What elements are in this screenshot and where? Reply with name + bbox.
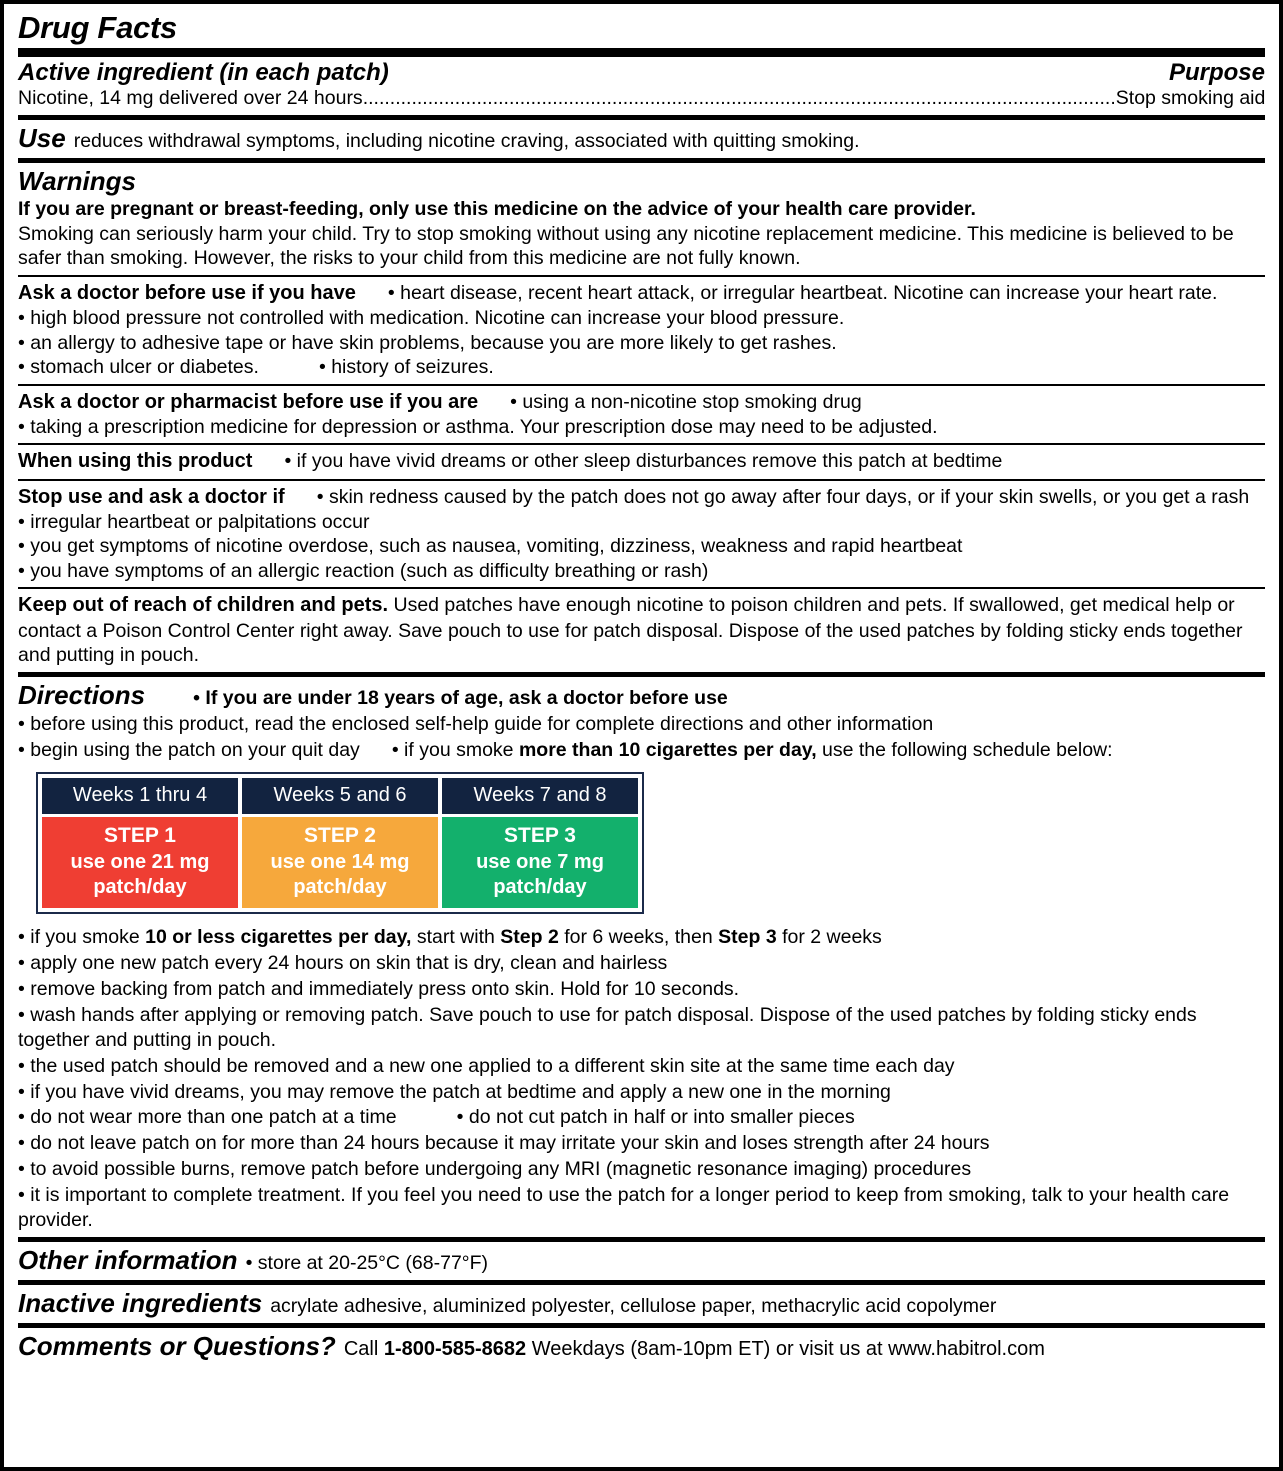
directions-begin-b-pre: • if you smoke — [391, 738, 519, 761]
divider-med-5 — [18, 1280, 1265, 1285]
directions-begin-line — [18, 738, 1265, 763]
ask-doctor-heading: Ask a doctor before use if you have — [18, 281, 356, 304]
ten-or-less-g: for 2 weeks — [776, 925, 882, 948]
schedule-dose: use one 14 mg patch/day — [270, 850, 410, 898]
schedule-column — [42, 778, 238, 908]
schedule-step-label: STEP 1 — [104, 823, 176, 847]
active-ingredient-name: Nicotine, 14 mg delivered over 24 hours — [18, 86, 363, 109]
directions-two-col-right: • do not cut patch in half or into smaller pieces — [456, 1106, 855, 1129]
directions-begin-a: • begin using the patch on your quit day — [18, 738, 360, 761]
ten-or-less-f: Step 3 — [718, 925, 777, 948]
ask-doctor-item: • high blood pressure not controlled with medication. Nicotine can increase your blood pressure. — [18, 306, 845, 329]
divider-thick — [18, 48, 1265, 57]
schedule-step-cell — [242, 817, 438, 908]
schedule-weeks: Weeks 1 thru 4 — [42, 778, 238, 814]
directions-item: • apply one new patch every 24 hours on skin that is dry, clean and hairless — [18, 951, 668, 974]
directions-item: • do not leave patch on for more than 24 hours because it may irritate your skin and loses strength after 24 hours — [18, 1132, 990, 1155]
page-title: Drug Facts — [18, 10, 177, 45]
divider-thin-3 — [18, 443, 1265, 445]
schedule-weeks: Weeks 7 and 8 — [442, 778, 638, 814]
stop-use-heading: Stop use and ask a doctor if — [18, 485, 285, 508]
other-information-text: • store at 20-25°C (68-77°F) — [245, 1252, 488, 1275]
inactive-ingredients-text: acrylate adhesive, aluminized polyester, cellulose paper, methacrylic acid copolymer — [270, 1295, 997, 1318]
comments-section — [18, 1332, 1265, 1362]
active-ingredient-line — [18, 86, 1265, 111]
comments-text — [344, 1337, 1045, 1361]
ask-pharmacist-item: • taking a prescription medicine for depression or asthma. Your prescription dose may need to be adjusted. — [18, 415, 938, 438]
directions-pre-list — [18, 712, 1265, 763]
comments-heading: Comments or Questions? — [18, 1331, 336, 1362]
ask-pharmacist-heading: Ask a doctor or pharmacist before use if you are — [18, 390, 479, 413]
directions-item: • wash hands after applying or removing patch. Save pouch to use for patch disposal. Dispose of the used patches by folding sticky ends together and putting in pouch. — [18, 1003, 1197, 1051]
dosing-schedule-table — [36, 772, 644, 914]
divider-med-1 — [18, 115, 1265, 120]
ten-or-less-e: for 6 weeks, then — [558, 925, 719, 948]
ten-or-less-d: Step 2 — [500, 925, 559, 948]
ask-pharmacist-first: • using a non-nicotine stop smoking drug — [510, 390, 862, 413]
keep-out-heading: Keep out of reach of children and pets. — [18, 594, 389, 617]
divider-med-3 — [18, 672, 1265, 677]
inactive-ingredients-section — [18, 1289, 1265, 1319]
keep-out-block — [18, 593, 1265, 667]
directions-two-col — [18, 1105, 1265, 1130]
schedule-column — [442, 778, 638, 908]
active-ingredient-header-row — [18, 60, 1265, 86]
directions-item: • it is important to complete treatment. If you feel you need to use the patch for a longer period to keep from smoking, talk to your health care provider. — [18, 1184, 1230, 1232]
warning-pregnancy-bold: If you are pregnant or breast-feeding, only use this medicine on the advice of your health care provider. — [18, 198, 976, 221]
directions-item: • remove backing from patch and immediately press onto skin. Hold for 10 seconds. — [18, 977, 740, 1000]
hours-text: Weekdays (8am-10pm ET) or visit us at — [531, 1338, 883, 1361]
directions-begin-b-bold: more than 10 cigarettes per day, — [518, 738, 817, 761]
directions-ten-or-less — [18, 925, 1265, 950]
directions-item: • to avoid possible burns, remove patch before undergoing any MRI (magnetic resonance imaging) procedures — [18, 1158, 972, 1181]
use-heading: Use — [18, 123, 66, 154]
directions-begin-b-post: use the following schedule below: — [816, 738, 1113, 761]
schedule-step-cell — [442, 817, 638, 908]
directions-header-row — [18, 681, 1265, 711]
stop-use-block — [18, 485, 1265, 584]
directions-under18: • If you are under 18 years of age, ask a doctor before use — [193, 686, 728, 709]
schedule-step-label: STEP 2 — [304, 823, 376, 847]
use-section — [18, 124, 1265, 154]
phone-number[interactable]: 1-800-585-8682 — [383, 1338, 527, 1361]
schedule-weeks: Weeks 5 and 6 — [242, 778, 438, 814]
stop-use-first: • skin redness caused by the patch does not go away after four days, or if your skin swells, or you get a rash — [316, 485, 1250, 508]
other-information-heading: Other information — [18, 1245, 238, 1276]
directions-item: • before using this product, read the enclosed self-help guide for complete directions and other information — [18, 712, 934, 735]
when-using-block — [18, 449, 1265, 474]
directions-item: • the used patch should be removed and a new one applied to a different skin site at the same time each day — [18, 1054, 955, 1077]
ask-doctor-item: • an allergy to adhesive tape or have skin problems, because you are more likely to get rashes. — [18, 331, 837, 354]
ask-doctor-block — [18, 281, 1265, 380]
divider-thin-2 — [18, 384, 1265, 386]
inactive-ingredients-heading: Inactive ingredients — [18, 1288, 263, 1319]
divider-med-2 — [18, 158, 1265, 163]
divider-thin-5 — [18, 587, 1265, 589]
stop-use-item: • irregular heartbeat or palpitations occur — [18, 510, 370, 533]
ten-or-less-b: 10 or less cigarettes per day, — [145, 925, 412, 948]
schedule-step-label: STEP 3 — [504, 823, 576, 847]
other-information-section — [18, 1246, 1265, 1276]
stop-use-item: • you get symptoms of nicotine overdose, such as nausea, vomiting, dizziness, weakness and rapid heartbeat — [18, 535, 963, 558]
purpose-heading: Purpose — [1168, 58, 1265, 86]
when-using-first: • if you have vivid dreams or other sleep disturbances remove this patch at bedtime — [284, 450, 1003, 473]
keep-out-text: Used patches have enough nicotine to poison children and pets. If swallowed, get medical help or contact a Poison Control Center right away. Save pouch to use for patch disposal. Dispose of the used patches by folding sticky ends together and putting in pouch. — [18, 594, 1243, 667]
purpose-value: Stop smoking aid — [1115, 86, 1265, 109]
schedule-dose: use one 7 mg patch/day — [476, 850, 604, 898]
ten-or-less-c: start with — [411, 925, 501, 948]
schedule-column — [242, 778, 438, 908]
active-ingredient-heading: Active ingredient (in each patch) — [18, 58, 389, 86]
when-using-heading: When using this product — [18, 450, 253, 473]
divider-med-6 — [18, 1323, 1265, 1328]
ten-or-less-a: • if you smoke — [18, 925, 146, 948]
directions-two-col-left: • do not wear more than one patch at a time — [18, 1106, 397, 1129]
use-text: reduces withdrawal symptoms, including nicotine craving, associated with quitting smoking. — [73, 130, 860, 153]
website-link[interactable]: www.habitrol.com — [888, 1338, 1045, 1361]
divider-thin-4 — [18, 479, 1265, 481]
ask-doctor-last-right: • history of seizures. — [318, 356, 494, 379]
directions-post-list — [18, 925, 1265, 1233]
ask-doctor-first: • heart disease, recent heart attack, or irregular heartbeat. Nicotine can increase your heart rate. — [387, 281, 1218, 304]
call-label: Call — [343, 1338, 379, 1361]
warning-pregnancy-body: Smoking can seriously harm your child. Try to stop smoking without using any nicotine replacement medicine. This medicine is believed to be safer than smoking. However, the risks to your child from this medicine are not fully known. — [18, 222, 1234, 270]
warnings-heading: Warnings — [18, 166, 136, 197]
ask-doctor-last-left: • stomach ulcer or diabetes. — [18, 356, 259, 379]
stop-use-item: • you have symptoms of an allergic reaction (such as difficulty breathing or rash) — [18, 559, 709, 582]
schedule-step-cell — [42, 817, 238, 908]
divider-thin-1 — [18, 275, 1265, 277]
schedule-dose: use one 21 mg patch/day — [70, 850, 210, 898]
divider-med-4 — [18, 1237, 1265, 1242]
leader-dots: ........................................................................................................................................... — [362, 86, 1116, 109]
directions-item: • if you have vivid dreams, you may remove the patch at bedtime and apply a new one in the morning — [18, 1080, 891, 1103]
ask-pharmacist-block — [18, 390, 1265, 440]
directions-heading: Directions — [18, 679, 146, 710]
